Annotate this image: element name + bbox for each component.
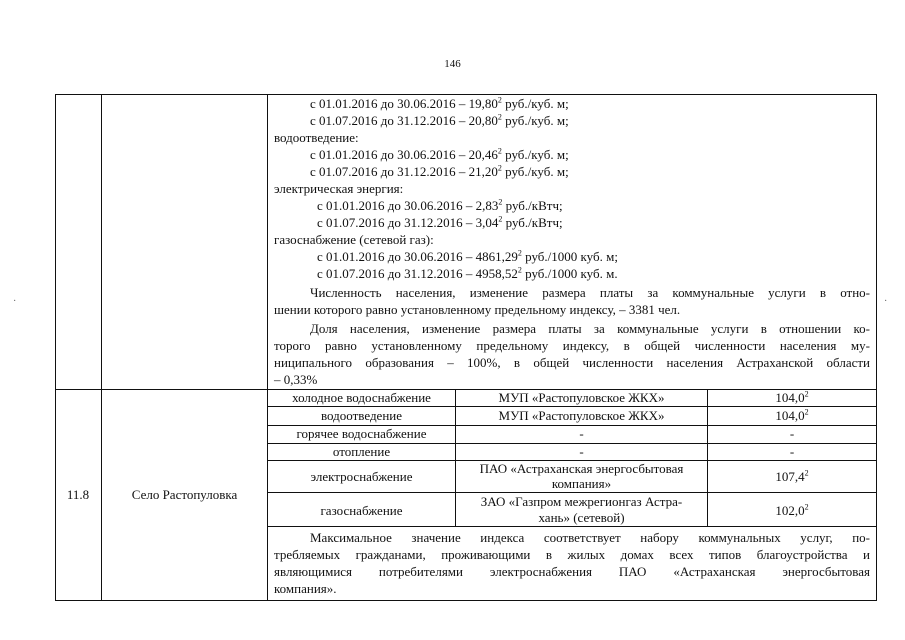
scan-speck: · bbox=[13, 296, 17, 307]
note-paragraph-line: компания». bbox=[274, 581, 337, 596]
provider-name: МУП «Растопуловское ЖКХ» bbox=[498, 408, 665, 423]
row-number: 11.8 bbox=[66, 487, 90, 502]
row-divider bbox=[267, 526, 877, 527]
index-value: 104,0$^2$ bbox=[775, 389, 809, 405]
population-paragraph-line: Численность населения, изменение размера платы за коммунальные услуги в отно- bbox=[310, 285, 870, 300]
tariff-line: с 01.07.2016 до 31.12.2016 – 4958,52$^2$ руб./1000 куб. м. bbox=[317, 265, 618, 281]
share-paragraph-line: торого равно установленному предельному индексу, в общей численности населения му- bbox=[274, 338, 870, 353]
tariff-heading: электрическая энергия: bbox=[274, 181, 404, 196]
provider-name: компания» bbox=[551, 476, 612, 491]
index-value: - bbox=[789, 426, 795, 441]
row-divider bbox=[55, 94, 877, 95]
provider-name: МУП «Растопуловское ЖКХ» bbox=[498, 390, 665, 405]
note-paragraph-line: являющимися потребителями электроснабжения ПАО «Астраханская энергосбытовая bbox=[274, 564, 870, 579]
provider-name: ПАО «Астраханская энергосбытовая bbox=[479, 461, 684, 476]
note-paragraph-line: Максимальное значение индекса соответствует набору коммунальных услуг, по- bbox=[310, 530, 870, 545]
service-name: водоотведение bbox=[320, 408, 403, 423]
table-border-left bbox=[55, 94, 56, 600]
tariff-line: с 01.01.2016 до 30.06.2016 – 2,83$^2$ руб./кВтч; bbox=[317, 197, 563, 213]
row-divider bbox=[267, 406, 877, 407]
share-paragraph-line: Доля населения, изменение размера платы за коммунальные услуги в отношении ко- bbox=[310, 321, 870, 336]
tariff-heading: водоотведение: bbox=[274, 130, 359, 145]
provider-name: - bbox=[579, 426, 584, 441]
note-paragraph-line: требляемых гражданами, проживающими в жилых домах всех типов благоустройства и bbox=[274, 547, 870, 562]
tariff-line: с 01.07.2016 до 31.12.2016 – 20,80$^2$ руб./куб. м; bbox=[310, 112, 569, 128]
document-table bbox=[55, 94, 877, 600]
share-paragraph-line: – 0,33% bbox=[274, 372, 318, 387]
tariff-line: с 01.01.2016 до 30.06.2016 – 20,46$^2$ руб./куб. м; bbox=[310, 146, 569, 162]
tariff-line: с 01.07.2016 до 31.12.2016 – 21,20$^2$ руб./куб. м; bbox=[310, 163, 569, 179]
row-divider bbox=[267, 492, 877, 493]
scan-speck: · bbox=[884, 296, 888, 307]
table-border-bottom bbox=[55, 600, 877, 601]
tariff-line: с 01.07.2016 до 31.12.2016 – 3,04$^2$ руб./кВтч; bbox=[317, 214, 563, 230]
service-name: отопление bbox=[332, 444, 391, 459]
provider-name: ЗАО «Газпром межрегионгаз Астра- bbox=[480, 494, 683, 509]
service-name: газоснабжение bbox=[320, 503, 403, 518]
tariff-heading: газоснабжение (сетевой газ): bbox=[274, 232, 434, 247]
tariff-line: с 01.01.2016 до 30.06.2016 – 19,80$^2$ руб./куб. м; bbox=[310, 95, 569, 111]
index-value: 107,4$^2$ bbox=[775, 468, 809, 484]
provider-name: хань» (сетевой) bbox=[538, 510, 625, 525]
population-paragraph-line: шении которого равно установленному предельному индексу, – 3381 чел. bbox=[274, 302, 681, 317]
tariff-line: с 01.01.2016 до 30.06.2016 – 4861,29$^2$ руб./1000 куб. м; bbox=[317, 248, 618, 264]
page-number: 146 bbox=[444, 58, 461, 70]
settlement-name: Село Растопуловка bbox=[131, 487, 238, 502]
column-divider bbox=[267, 94, 268, 600]
index-value: 104,0$^2$ bbox=[775, 407, 809, 423]
index-value: 102,0$^2$ bbox=[775, 502, 809, 518]
service-name: горячее водоснабжение bbox=[296, 426, 427, 441]
share-paragraph-line: ниципального образования – 100%, в общей численности населения Астраханской области bbox=[274, 355, 870, 370]
provider-name: - bbox=[579, 444, 584, 459]
column-divider bbox=[101, 94, 102, 600]
table-border-right bbox=[876, 94, 877, 600]
service-name: электроснабжение bbox=[310, 469, 413, 484]
service-name: холодное водоснабжение bbox=[292, 390, 431, 405]
index-value: - bbox=[789, 444, 795, 459]
